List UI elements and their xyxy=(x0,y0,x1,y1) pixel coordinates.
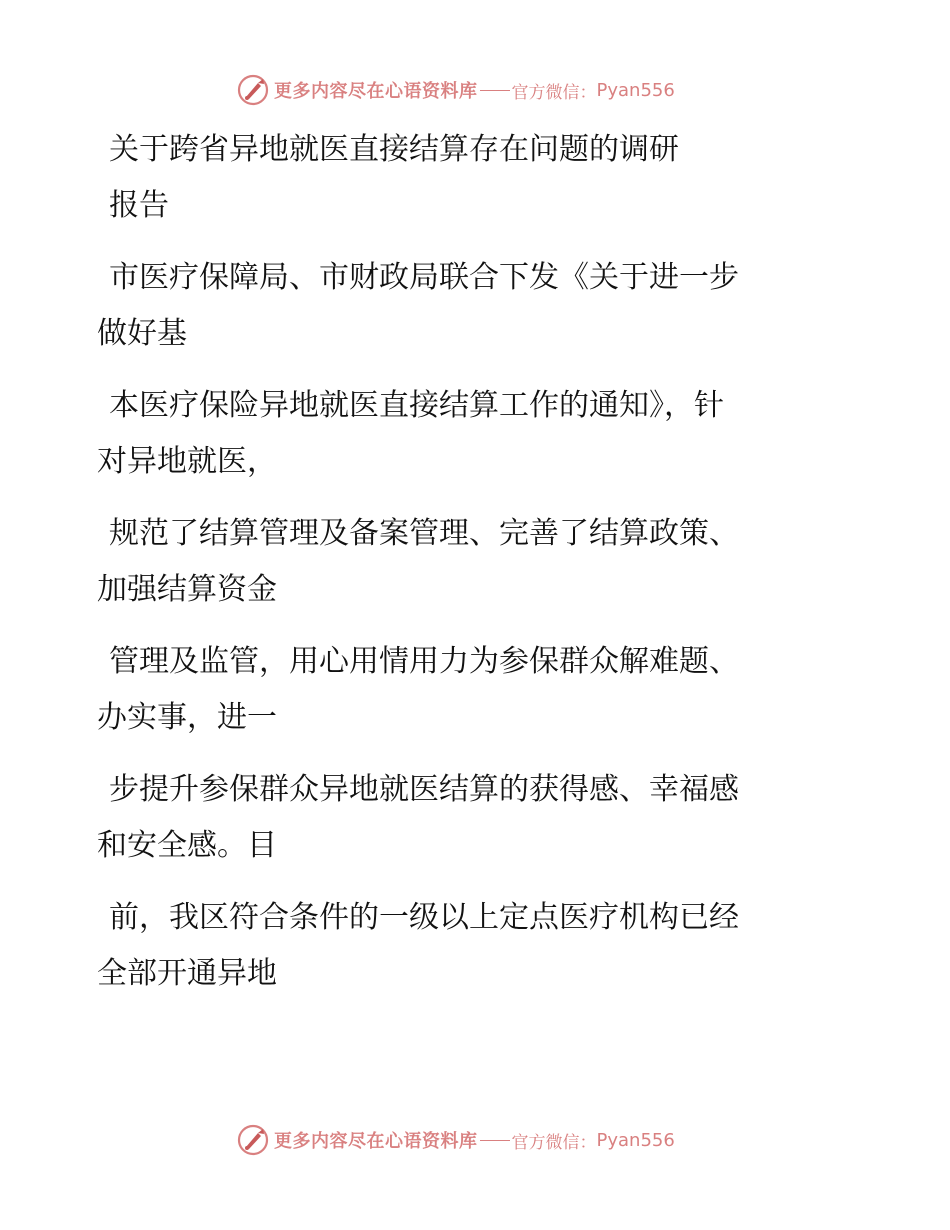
paragraph-line: 对异地就医， xyxy=(97,444,277,479)
quill-pen-logo-icon xyxy=(236,73,270,107)
paragraph-line: 市医疗保障局、市财政局联合下发《关于进一步 xyxy=(109,260,739,295)
quill-pen-logo-icon xyxy=(236,1123,270,1157)
document-title-line: 报告 xyxy=(109,188,169,223)
banner-dash xyxy=(480,1140,510,1141)
paragraph-line: 本医疗保险异地就医直接结算工作的通知》，针 xyxy=(109,388,724,423)
banner-dash xyxy=(480,90,510,91)
paragraph-line: 全部开通异地 xyxy=(97,956,277,991)
banner-brand-text: 更多内容尽在心语资料库 xyxy=(274,1131,478,1152)
paragraph-line: 加强结算资金 xyxy=(97,572,277,607)
paragraph-line: 做好基 xyxy=(97,316,187,351)
document-title-line: 关于跨省异地就医直接结算存在问题的调研 xyxy=(109,132,679,167)
banner-wechat-id: Pyan556 xyxy=(596,1129,675,1151)
paragraph-line: 前，我区符合条件的一级以上定点医疗机构已经 xyxy=(109,900,739,935)
document-body xyxy=(97,122,837,1002)
paragraph-line: 办实事，进一 xyxy=(97,700,277,735)
paragraph-line: 管理及监管，用心用情用力为参保群众解难题、 xyxy=(109,644,739,679)
paragraph-line: 步提升参保群众异地就医结算的获得感、幸福感 xyxy=(109,772,739,807)
banner-brand-text: 更多内容尽在心语资料库 xyxy=(274,81,478,102)
paragraph-line: 和安全感。目 xyxy=(97,828,277,863)
paragraph-line: 规范了结算管理及备案管理、完善了结算政策、 xyxy=(109,516,739,551)
banner-contact-label: 官方微信： xyxy=(511,1132,597,1153)
banner-wechat-id: Pyan556 xyxy=(596,79,675,101)
footer-banner xyxy=(236,1122,675,1158)
header-banner xyxy=(236,72,675,108)
banner-contact-label: 官方微信： xyxy=(511,82,597,103)
